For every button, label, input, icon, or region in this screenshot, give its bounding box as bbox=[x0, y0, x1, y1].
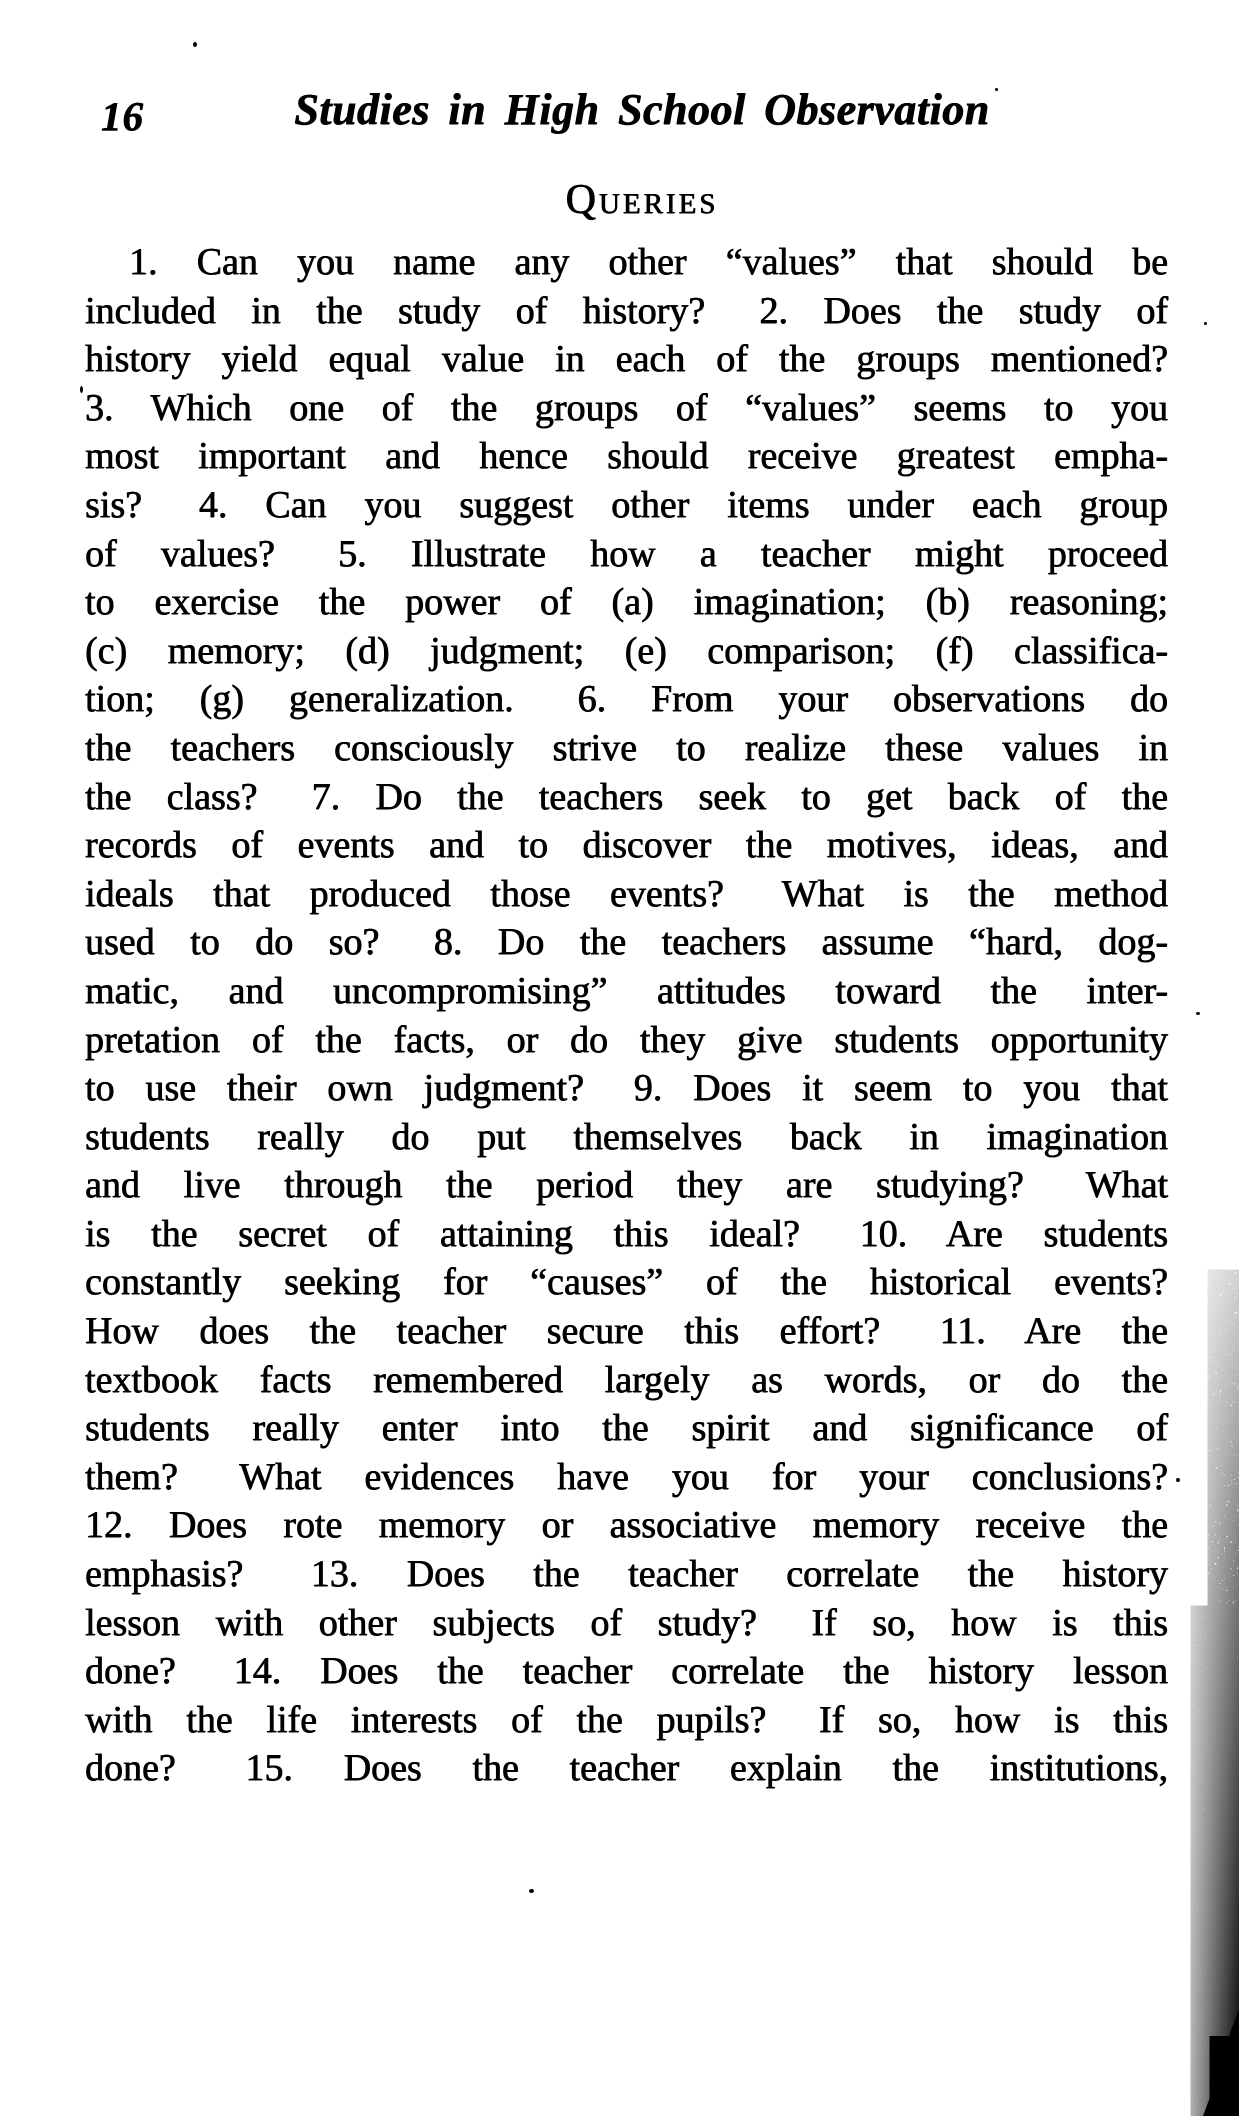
body-line: students really do put themselves back in imagination bbox=[85, 1115, 1168, 1158]
body-line: included in the study of history? 2. Does the study of bbox=[85, 289, 1168, 332]
scan-edge-noise bbox=[1169, 1250, 1239, 2116]
body-line: emphasis? 13. Does the teacher correlate the history bbox=[85, 1553, 1168, 1596]
body-line: (c) memory; (d) judgment; (e) comparison; (f) classifica- bbox=[85, 629, 1168, 672]
body-line: the teachers consciously strive to realize these values in bbox=[85, 726, 1168, 769]
body-text bbox=[85, 238, 1168, 1793]
body-line: with the life interests of the pupils? If so, how is this bbox=[85, 1698, 1168, 1741]
body-line: ideals that produced those events? What is the method bbox=[85, 872, 1168, 915]
body-line: and live through the period they are studying? What bbox=[85, 1164, 1168, 1207]
body-line: lesson with other subjects of study? If so, how is this bbox=[85, 1601, 1168, 1644]
body-line: them? What evidences have you for your conclusions? bbox=[85, 1455, 1168, 1498]
body-line: sis? 4. Can you suggest other items under each group bbox=[85, 483, 1168, 526]
scan-speck bbox=[80, 386, 83, 393]
body-line: of values? 5. Illustrate how a teacher might proceed bbox=[85, 532, 1168, 575]
body-line: used to do so? 8. Do the teachers assume “hard, dog- bbox=[85, 921, 1168, 964]
body-line: How does the teacher secure this effort? 11. Are the bbox=[85, 1310, 1168, 1353]
section-heading: Queries bbox=[565, 177, 719, 223]
body-line: tion; (g) generalization. 6. From your observations do bbox=[85, 678, 1168, 721]
body-line: done? 15. Does the teacher explain the institutions, bbox=[85, 1747, 1168, 1790]
body-line: constantly seeking for “causes” of the historical events? bbox=[85, 1261, 1168, 1304]
body-line: textbook facts remembered largely as words, or do the bbox=[85, 1358, 1168, 1401]
scan-speck bbox=[1204, 322, 1207, 325]
body-line: the class? 7. Do the teachers seek to get back of the bbox=[85, 775, 1168, 818]
running-title: Studies in High School Observation bbox=[294, 85, 990, 134]
body-line: to use their own judgment? 9. Does it seem to you that bbox=[85, 1067, 1168, 1110]
body-line: history yield equal value in each of the groups mentioned? bbox=[85, 338, 1168, 381]
page-header bbox=[85, 84, 1199, 144]
scan-speck bbox=[193, 42, 197, 47]
scan-speck bbox=[529, 1889, 534, 1893]
scan-speck bbox=[995, 88, 998, 91]
body-line: done? 14. Does the teacher correlate the history lesson bbox=[85, 1650, 1168, 1693]
body-line: pretation of the facts, or do they give students opportunity bbox=[85, 1018, 1168, 1061]
body-line: to exercise the power of (a) imagination; (b) reasoning; bbox=[85, 581, 1168, 624]
body-line: matic, and uncompromising” attitudes toward the inter- bbox=[85, 969, 1168, 1012]
scan-speck bbox=[1196, 1012, 1200, 1015]
body-line: 1. Can you name any other “values” that should be bbox=[129, 241, 1168, 283]
body-line: most important and hence should receive greatest empha- bbox=[85, 435, 1168, 478]
body-line: 12. Does rote memory or associative memory receive the bbox=[85, 1504, 1168, 1547]
body-line: students really enter into the spirit and significance of bbox=[85, 1407, 1168, 1450]
body-line: is the secret of attaining this ideal? 10. Are students bbox=[85, 1212, 1168, 1255]
body-line: 3. Which one of the groups of “values” seems to you bbox=[85, 386, 1168, 429]
page-number: 16 bbox=[101, 93, 144, 139]
body-line: records of events and to discover the motives, ideas, and bbox=[85, 824, 1168, 867]
